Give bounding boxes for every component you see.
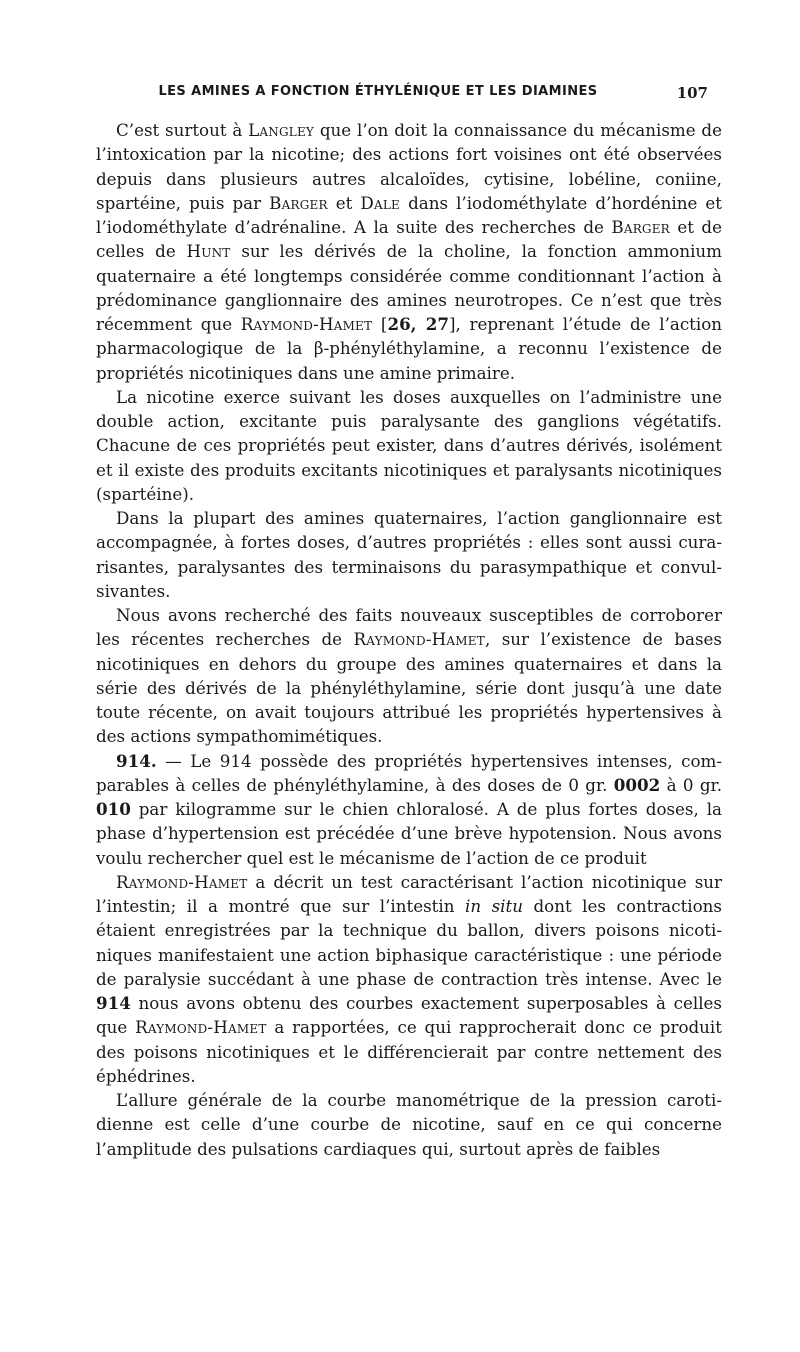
text-run: [: [372, 314, 388, 334]
paragraph: [96, 506, 722, 603]
author-name: Raymond-Hamet: [240, 314, 373, 334]
author-name: Langley: [248, 120, 315, 140]
text-run: par kilogramme sur le chien chloralosé. A de plus fortes doses, la phase d’hypertension est précédée d’une brève hypotension. Nous avons voulu rechercher quel est le mécanisme de l’action de ce produit: [96, 799, 722, 868]
paragraph: [96, 749, 722, 870]
bold-number: 914.: [116, 750, 157, 771]
text-run: Dans la plupart des amines quaternaires, l’action ganglionnaire est accompagnée, à fortes doses, d’autres propriétés : elles sont aussi curarisantes, paralysantes des terminaisons du parasympathique et convulsivantes.: [96, 508, 722, 601]
bold-number: 26, 27: [387, 314, 449, 334]
text-run: C’est surtout à: [116, 120, 249, 140]
text-run: La nicotine exerce suivant les doses auxquelles on l’administre une double action, excitante puis paralysante des ganglions végétatifs. Chacune de ces propriétés peut exister, dans d’autres dérivés, isolément et il existe des produits excitants nicotiniques et paralysants nicotiniques (spartéine).: [96, 386, 722, 504]
text-run: et de celles de: [96, 217, 722, 262]
paragraph: [96, 118, 722, 385]
body-text: [96, 118, 722, 1161]
italic-text: in situ: [464, 896, 523, 916]
text-run: a rapportées, ce qui rapprocherait donc ce produit des poisons nicotiniques et le différencierait par contre nettement des éphédrines.: [96, 1017, 722, 1086]
text-run: nous avons obtenu des courbes exactement superposables à celles que: [96, 993, 722, 1038]
author-name: Raymond-Hamet: [353, 629, 485, 650]
text-run: sur les dérivés de la choline, la fonction ammonium quaternaire a été longtemps considérée comme conditionnant l’action à prédominance ganglionnaire des amines neurotropes. Ce n’est que très récemment que: [96, 241, 722, 334]
text-run: et: [327, 192, 361, 213]
text-run: dont les contractions étaient enregistrées par la technique du ballon, divers poisons nicotiniques manifestaient une action biphasique caractéristique : une période de paralysie succédant à une phase de contraction très intense. Avec le: [96, 896, 722, 989]
paragraph: [96, 385, 722, 506]
text-run: à 0 gr.: [660, 774, 723, 795]
author-name: Raymond-Hamet: [116, 871, 248, 892]
text-run: dans l’iodométhylate d’hordénine et l’iodométhylate d’adrénaline. A la suite des recherches de: [96, 192, 723, 237]
text-run: que l’on doit la connaissance du mécanisme de l’intoxication par la nicotine; des actions fort voisines ont été observées depuis dans plusieurs autres alcaloïdes, cytisine, lobéline, coniine, spartéine, puis par: [96, 120, 722, 213]
text-run: ], reprenant l’étude de l’action pharmacologique de la β-phényléthylamine, a reconnu l’existence de propriétés nicotiniques dans une amine primaire.: [96, 314, 723, 383]
text-run: a décrit un test caractérisant l’action nicotinique sur l’intestin; il a montré que sur l’intestin: [96, 871, 722, 916]
text-run: , sur l’existence de bases nicotiniques en dehors du groupe des amines quaternaires et dans la série des dérivés de la phényléthylamine, série dont jusqu’à une date toute récente, on avait toujours attribué les propriétés hypertensives à des actions sympathomimétiques.: [96, 629, 722, 747]
running-head: [108, 84, 708, 108]
running-title: LES AMINES A FONCTION ÉTHYLÉNIQUE ET LES DIAMINES: [158, 84, 598, 99]
author-name: Dale: [360, 192, 400, 213]
text-run: L’allure générale de la courbe manométrique de la pression carotidienne est celle d’une courbe de nicotine, sauf en ce qui concerne l’amplitude des pulsations cardiaques qui, surtout après de faibles: [96, 1090, 722, 1159]
author-name: Barger: [611, 217, 670, 237]
text-run: — Le 914 possède des propriétés hypertensives intenses, comparables à celles de phényléthylamine, à des doses de 0 gr.: [96, 750, 722, 795]
bold-number: 010: [96, 799, 131, 819]
paragraph: [96, 603, 722, 749]
author-name: Hunt: [186, 241, 231, 262]
bold-number: 0002: [613, 774, 661, 795]
text-run: Nous avons recherché des faits nouveaux susceptibles de corroborer les récentes recherches de: [96, 605, 722, 650]
author-name: Barger: [269, 192, 328, 213]
paragraph: [96, 870, 722, 1088]
page-number: 107: [676, 84, 708, 102]
paragraph: [96, 1088, 722, 1161]
bold-number: 914: [96, 993, 131, 1013]
author-name: Raymond-Hamet: [135, 1017, 267, 1038]
